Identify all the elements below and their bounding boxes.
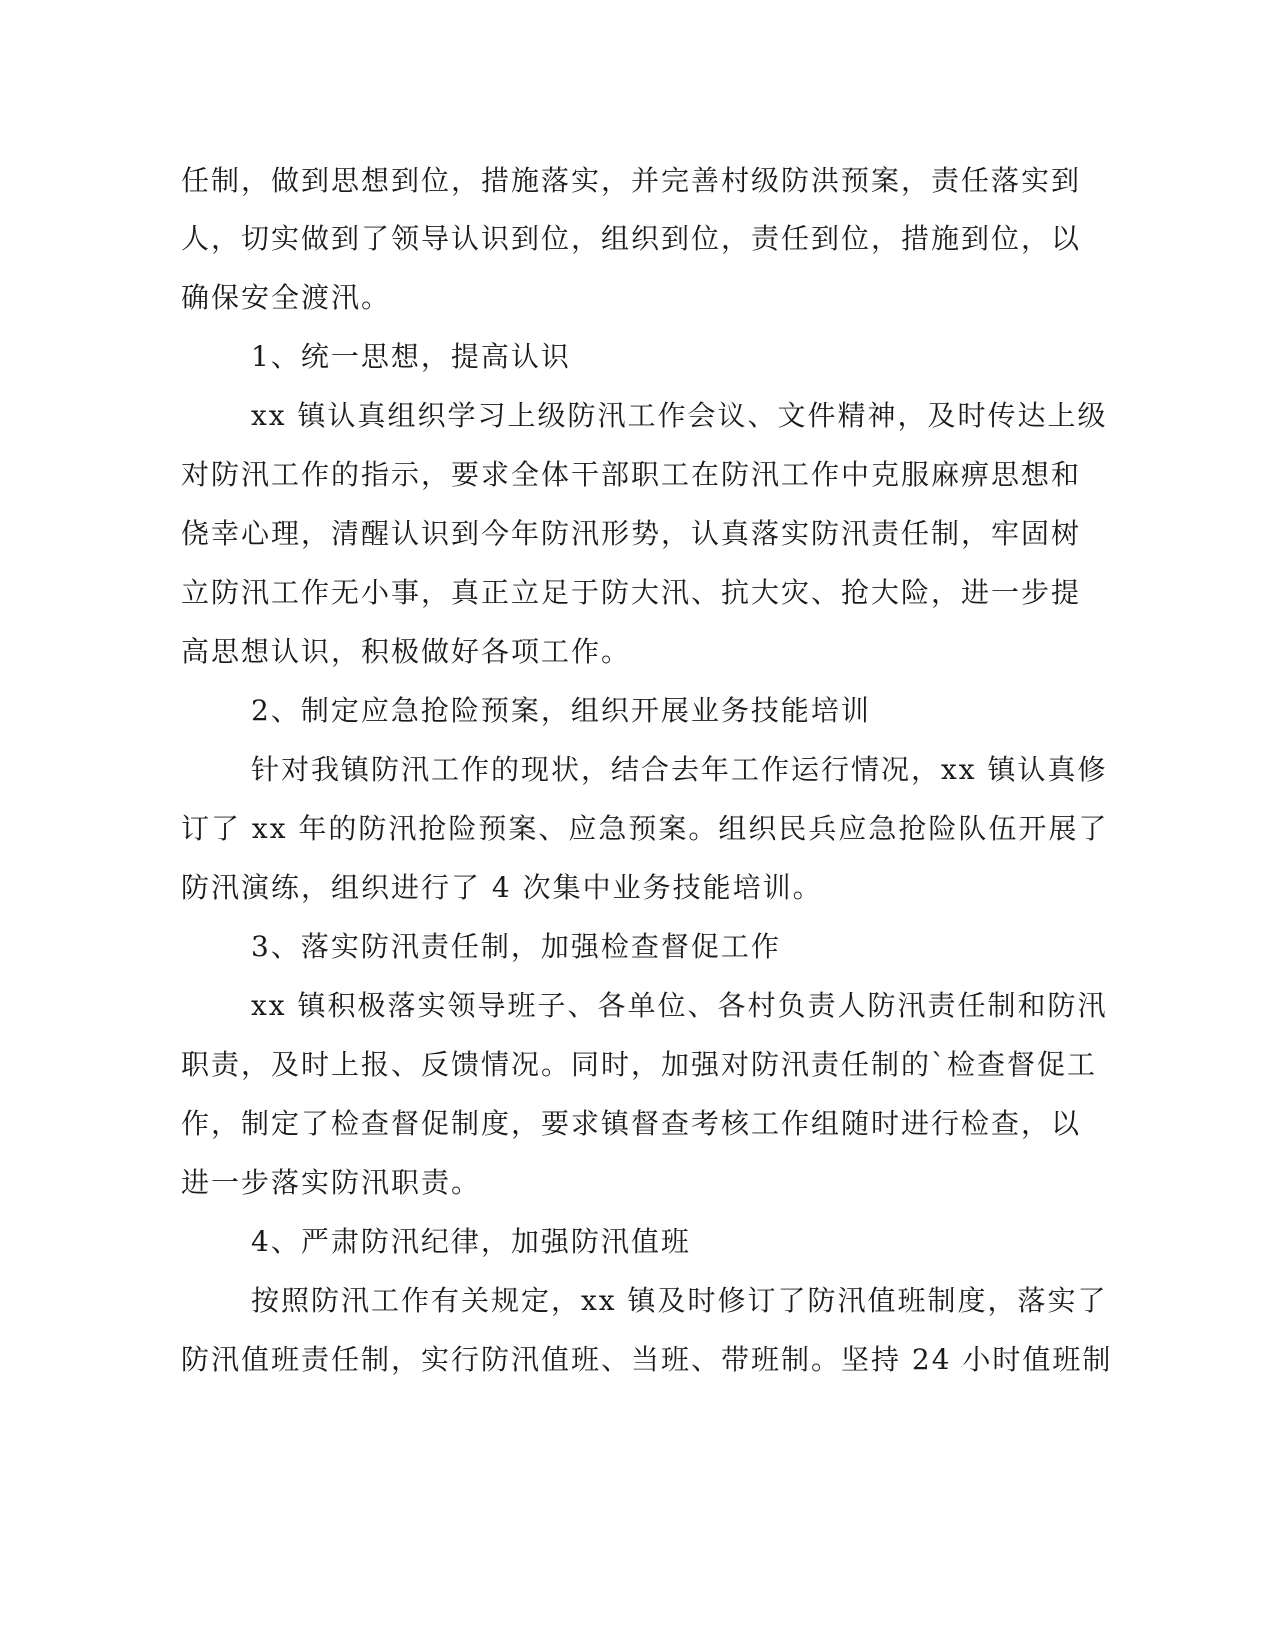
text-line: 确保安全渡汛。 — [181, 281, 392, 314]
section-heading-1: 1、统一思想，提高认识 — [251, 340, 571, 373]
section-heading-4: 4、严肃防汛纪律，加强防汛值班 — [251, 1225, 691, 1258]
text-line: 对防汛工作的指示，要求全体干部职工在防汛工作中克服麻痹思想和 — [181, 458, 1082, 491]
text-line: 订了 xx 年的防汛抢险预案、应急预案。组织民兵应急抢险队伍开展了 — [181, 812, 1109, 845]
text-line: 任制，做到思想到位，措施落实，并完善村级防洪预案，责任落实到 — [181, 164, 1082, 197]
text-line: 作，制定了检查督促制度，要求镇督查考核工作组随时进行检查，以 — [181, 1107, 1082, 1140]
text-line: 按照防汛工作有关规定，xx 镇及时修订了防汛值班制度，落实了 — [251, 1284, 1108, 1317]
text-line: xx 镇认真组织学习上级防汛工作会议、文件精神，及时传达上级 — [251, 399, 1108, 432]
text-line: xx 镇积极落实领导班子、各单位、各村负责人防汛责任制和防汛 — [251, 989, 1108, 1022]
text-line: 侥幸心理，清醒认识到今年防汛形势，认真落实防汛责任制，牢固树 — [181, 517, 1082, 550]
text-line: 防汛演练，组织进行了 4 次集中业务技能培训。 — [181, 871, 823, 904]
text-line: 防汛值班责任制，实行防汛值班、当班、带班制。坚持 24 小时值班制 — [181, 1343, 1113, 1376]
section-heading-3: 3、落实防汛责任制，加强检查督促工作 — [251, 930, 781, 963]
text-line: 高思想认识，积极做好各项工作。 — [181, 635, 632, 668]
text-line: 职责，及时上报、反馈情况。同时，加强对防汛责任制的`检查督促工 — [181, 1048, 1098, 1081]
section-heading-2: 2、制定应急抢险预案，组织开展业务技能培训 — [251, 694, 871, 727]
text-line: 针对我镇防汛工作的现状，结合去年工作运行情况，xx 镇认真修 — [251, 753, 1108, 786]
text-line: 进一步落实防汛职责。 — [181, 1166, 482, 1199]
text-line: 立防汛工作无小事，真正立足于防大汛、抗大灾、抢大险，进一步提 — [181, 576, 1082, 609]
text-line: 人，切实做到了领导认识到位，组织到位，责任到位，措施到位，以 — [181, 222, 1082, 255]
